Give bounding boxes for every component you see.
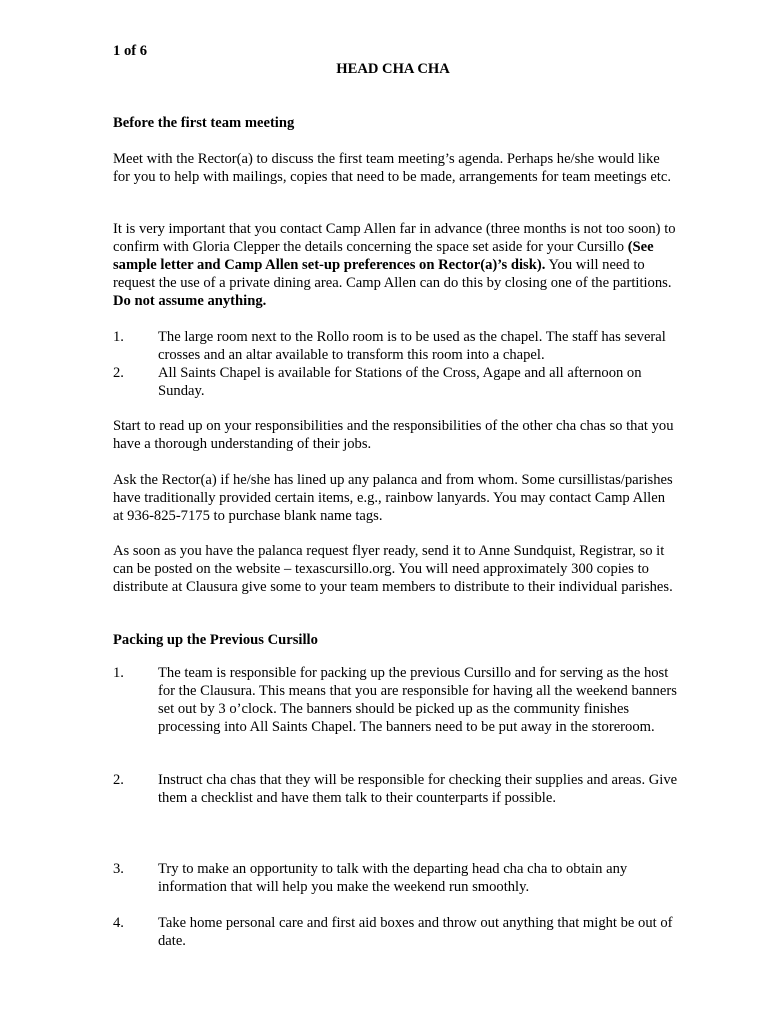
text-run: It is very important that you contact Camp Allen far in advance (three months is not too soon) to confirm with Gloria Clepper the details concerning the space set aside for your Cursillo [113, 221, 676, 255]
list-number: 2. [113, 365, 124, 381]
paragraph-meet-rector: Meet with the Rector(a) to discuss the first team meeting’s agenda. Perhaps he/she would like for you to help with mailings, copies that need to be made, arrangements for team meetings etc. [113, 151, 672, 185]
text-run-bold: Do not assume anything. [113, 293, 267, 309]
list-number: 1. [113, 329, 124, 345]
document-title: HEAD CHA CHA [336, 61, 450, 77]
text-run-bold: (See sample letter and Camp Allen set-up preferences on Rector(a)’s disk). [113, 239, 654, 273]
list-item: The team is responsible for packing up the previous Cursillo and for serving as the host for the Clausura. This means that you are responsible for having all the weekend banners set out by 3 o’clock. The banners should be picked up as the community finishes processing into All Saints Chapel. The banners need to be put away in the storeroom. [158, 665, 677, 735]
list-item: Instruct cha chas that they will be responsible for checking their supplies and areas. Give them a checklist and have them talk to their counterparts if possible. [158, 772, 678, 806]
list-number: 1. [113, 665, 124, 681]
list-item: All Saints Chapel is available for Stations of the Cross, Agape and all afternoon on Sunday. [158, 365, 642, 399]
section-heading-before-meeting: Before the first team meeting [113, 115, 295, 131]
paragraph-palanca: Ask the Rector(a) if he/she has lined up any palanca and from whom. Some cursillistas/parishes have traditionally provided certain items, e.g., rainbow lanyards. You may contact Camp Allen at 936-825-7175 to purchase blank name tags. [113, 472, 673, 524]
paragraph-contact-camp-allen [113, 220, 679, 310]
paragraph-flyer: As soon as you have the palanca request flyer ready, send it to Anne Sundquist, Registrar, so it can be posted on the website – texascursillo.org. You will need approximately 300 copies to distribute at Clausura give some to your team members to distribute to their individual parishes. [113, 543, 673, 595]
list-number: 2. [113, 772, 124, 788]
list-item: Try to make an opportunity to talk with the departing head cha cha to obtain any information that will help you make the weekend run smoothly. [158, 861, 628, 895]
list-item: Take home personal care and first aid boxes and throw out anything that might be out of date. [158, 915, 673, 949]
section-heading-packing-up: Packing up the Previous Cursillo [113, 632, 318, 648]
list-number: 4. [113, 915, 124, 931]
list-number: 3. [113, 861, 124, 877]
text-run: You will need to request the use of a private dining area. Camp Allen can do this by closing one of the partitions. [113, 257, 672, 291]
paragraph-read-responsibilities: Start to read up on your responsibilities and the responsibilities of the other cha chas so that you have a thorough understanding of their jobs. [113, 418, 674, 452]
page-number: 1 of 6 [113, 43, 148, 59]
list-item: The large room next to the Rollo room is to be used as the chapel. The staff has several crosses and an altar available to transform this room into a chapel. [158, 329, 666, 363]
